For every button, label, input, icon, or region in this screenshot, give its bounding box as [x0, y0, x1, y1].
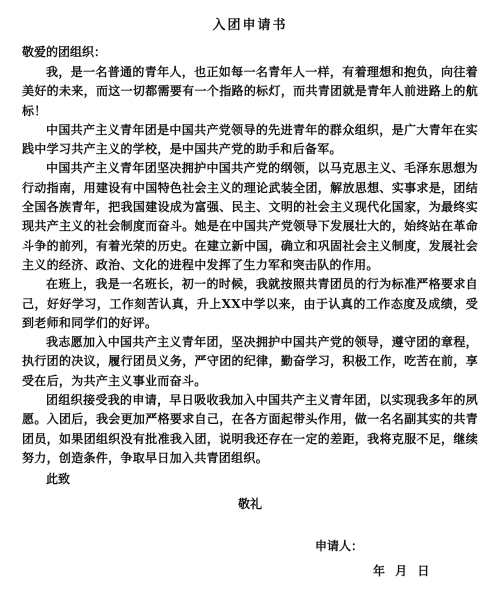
- closing-phrase: 此致: [46, 472, 71, 487]
- salute-phrase: 敬礼: [237, 497, 262, 512]
- paragraph-3: 中国共产主义青年团坚决拥护中国共产党的纲领，以马克思主义、毛泽东思想为行动指南，用建设有中国特色社会主义的理论武装全团，解放思想、实事求是，团结全国各族青年，把我国建设成为富强、民主、文明的社会主义现代化国家，为最终实现共产主义的社会制度而奋斗。她是在中国共产党领导下发展壮大的，始终站在革命斗争的前列，有着光荣的历史。在建立新中国，确立和巩固社会主义制度，发展社会主义的经济、政治、文化的进程中发挥了生力军和突击队的作用。: [22, 161, 478, 272]
- applicant-label: 申请人：: [315, 539, 364, 553]
- paragraph-2: 中国共产主义青年团是中国共产党领导的先进青年的群众组织，是广大青年在实践中学习共产主义的学校，是中国共产党的助手和后备军。: [22, 122, 478, 157]
- salutation: 敬爱的团组织：: [22, 45, 107, 59]
- paragraph-5: 我志愿加入中国共产主义青年团，坚决拥护中国共产党的领导，遵守团的章程，执行团的决议，履行团员义务，严守团的纪律，勤奋学习，积极工作，吃苦在前，享受在后，为共产主义事业而奋斗。: [22, 335, 478, 388]
- date-label: 年 月 日: [373, 564, 430, 578]
- paragraph-4: 在班上，我是一名班长，初一的时候，我就按照共青团员的行为标准严格要求自己，好好学习，工作刻苦认真，升上XX中学以来，由于认真的工作态度及成绩，受到老师和同学们的好评。: [22, 277, 478, 330]
- paragraph-1: 我，是一名普通的青年人，也正如每一名青年人一样，有着理想和抱负，向往着美好的未来，而这一切都需要有一个指路的标灯，而共青团就是青年人前进路上的航标！: [22, 65, 478, 118]
- paragraph-6: 团组织接受我的申请，早日吸收我加入中国共产主义青年团，以实现我多年的夙愿。入团后，我会更加严格要求自己，在各方面起带头作用，做一名名副其实的共青团员，如果团组织没有批准我入团，说明我还存在一定的差距，我将克服不足，继续努力，创造条件，争取早日加入共青团组织。: [22, 393, 478, 465]
- document-title: 入团申请书: [212, 18, 288, 33]
